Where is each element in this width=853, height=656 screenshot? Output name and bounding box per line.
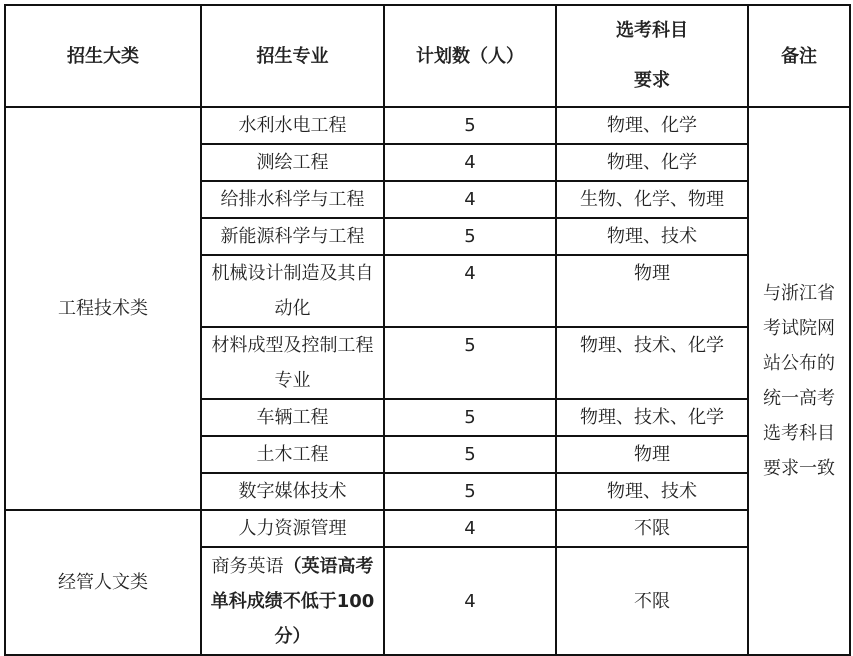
subjects-cell: 物理、技术 <box>556 218 748 255</box>
header-subjects <box>556 5 748 107</box>
plan-cell: 5 <box>384 473 556 510</box>
subjects-cell: 物理、技术、化学 <box>556 327 748 399</box>
major-requirement-note: （英语高考单科成绩不低于100分） <box>210 555 375 647</box>
plan-cell: 4 <box>384 255 556 327</box>
subjects-cell: 物理、技术 <box>556 473 748 510</box>
plan-cell: 5 <box>384 327 556 399</box>
subjects-cell: 物理 <box>556 436 748 473</box>
plan-cell: 5 <box>384 399 556 436</box>
subjects-cell: 物理、技术、化学 <box>556 399 748 436</box>
plan-cell: 4 <box>384 144 556 181</box>
table-row <box>5 510 850 547</box>
plan-cell: 4 <box>384 181 556 218</box>
subjects-cell: 生物、化学、物理 <box>556 181 748 218</box>
major-cell: 机械设计制造及其自动化 <box>201 255 384 327</box>
table-row <box>5 107 850 144</box>
header-major: 招生专业 <box>201 5 384 107</box>
major-cell: 新能源科学与工程 <box>201 218 384 255</box>
plan-cell: 5 <box>384 218 556 255</box>
major-cell: 测绘工程 <box>201 144 384 181</box>
header-remark: 备注 <box>748 5 850 107</box>
plan-cell: 5 <box>384 436 556 473</box>
major-cell: 土木工程 <box>201 436 384 473</box>
major-cell: 数字媒体技术 <box>201 473 384 510</box>
major-cell: 水利水电工程 <box>201 107 384 144</box>
header-category: 招生大类 <box>5 5 201 107</box>
category-management: 经管人文类 <box>5 510 201 655</box>
plan-cell: 5 <box>384 107 556 144</box>
plan-cell: 4 <box>384 547 556 655</box>
plan-cell: 4 <box>384 510 556 547</box>
subjects-cell: 物理、化学 <box>556 144 748 181</box>
remark-cell: 与浙江省考试院网站公布的统一高考选考科目要求一致 <box>748 107 850 655</box>
major-name: 商务英语 <box>211 555 284 577</box>
major-cell: 车辆工程 <box>201 399 384 436</box>
major-cell: 给排水科学与工程 <box>201 181 384 218</box>
header-plan: 计划数（人） <box>384 5 556 107</box>
header-subjects-line1: 选考科目 <box>616 20 688 41</box>
subjects-cell: 不限 <box>556 510 748 547</box>
category-engineering: 工程技术类 <box>5 107 201 510</box>
major-cell: 人力资源管理 <box>201 510 384 547</box>
admissions-table <box>4 4 851 656</box>
subjects-cell: 物理 <box>556 255 748 327</box>
header-row <box>5 5 850 107</box>
header-subjects-line2: 要求 <box>634 70 670 91</box>
subjects-cell: 物理、化学 <box>556 107 748 144</box>
subjects-cell: 不限 <box>556 547 748 655</box>
major-cell <box>201 547 384 655</box>
major-cell: 材料成型及控制工程专业 <box>201 327 384 399</box>
